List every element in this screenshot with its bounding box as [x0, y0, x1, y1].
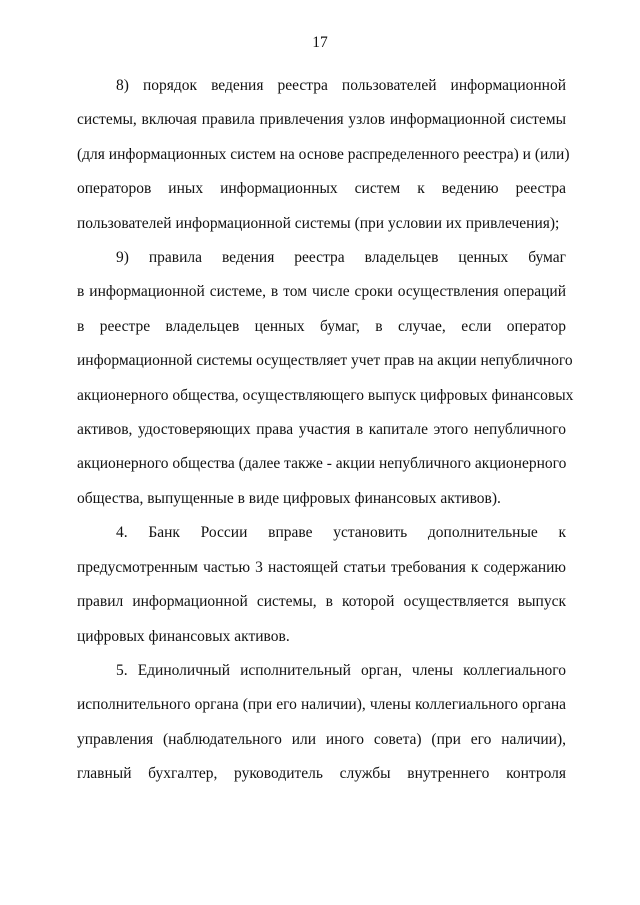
paragraph-part-5 — [77, 654, 566, 792]
text-line: информационной системы осуществляет учет прав на акции непубличного — [77, 352, 573, 370]
text-line: управления (наблюдательного или иного совета) (при его наличии), — [77, 730, 566, 748]
text-line: (для информационных систем на основе распределенного реестра) и (или) — [77, 145, 570, 163]
text-line: пользователей информационной системы (при условии их привлечения); — [77, 214, 560, 232]
text-line: 8) порядок ведения реестра пользователей информационной — [116, 77, 566, 94]
text-line: активов, удостоверяющих права участия в капитале этого непубличного — [77, 421, 566, 439]
text-line: исполнительного органа (при его наличии), члены коллегиального органа — [77, 696, 566, 714]
body-text — [77, 69, 574, 792]
text-line: системы, включая правила привлечения узлов информационной системы — [77, 111, 566, 129]
text-line: в информационной системе, в том числе сроки осуществления операций — [77, 283, 566, 301]
paragraph-item-9 — [77, 241, 574, 516]
paragraph-item-8 — [77, 69, 570, 241]
text-line: предусмотренным частью 3 настоящей статьи требования к содержанию — [77, 558, 566, 576]
text-line: акционерного общества, осуществляющего выпуск цифровых финансовых — [77, 386, 574, 404]
page-number: 17 — [312, 34, 328, 51]
text-line: 9) правила ведения реестра владельцев ценных бумаг — [116, 249, 566, 267]
text-line: 5. Единоличный исполнительный орган, члены коллегиального — [116, 661, 566, 679]
text-line: правил информационной системы, в которой осуществляется выпуск — [77, 593, 566, 611]
text-line: акционерного общества (далее также - акции непубличного акционерного — [77, 455, 567, 473]
text-line: общества, выпущенные в виде цифровых финансовых активов). — [77, 489, 501, 507]
text-line: операторов иных информационных систем к ведению реестра — [77, 180, 566, 198]
text-line: 4. Банк России вправе установить дополнительные к — [116, 524, 566, 542]
text-line: в реестре владельцев ценных бумаг, в случае, если оператор — [77, 317, 566, 335]
text-line: цифровых финансовых активов. — [77, 627, 290, 645]
text-line: главный бухгалтер, руководитель службы внутреннего контроля — [77, 765, 566, 783]
paragraph-part-4 — [77, 516, 566, 654]
